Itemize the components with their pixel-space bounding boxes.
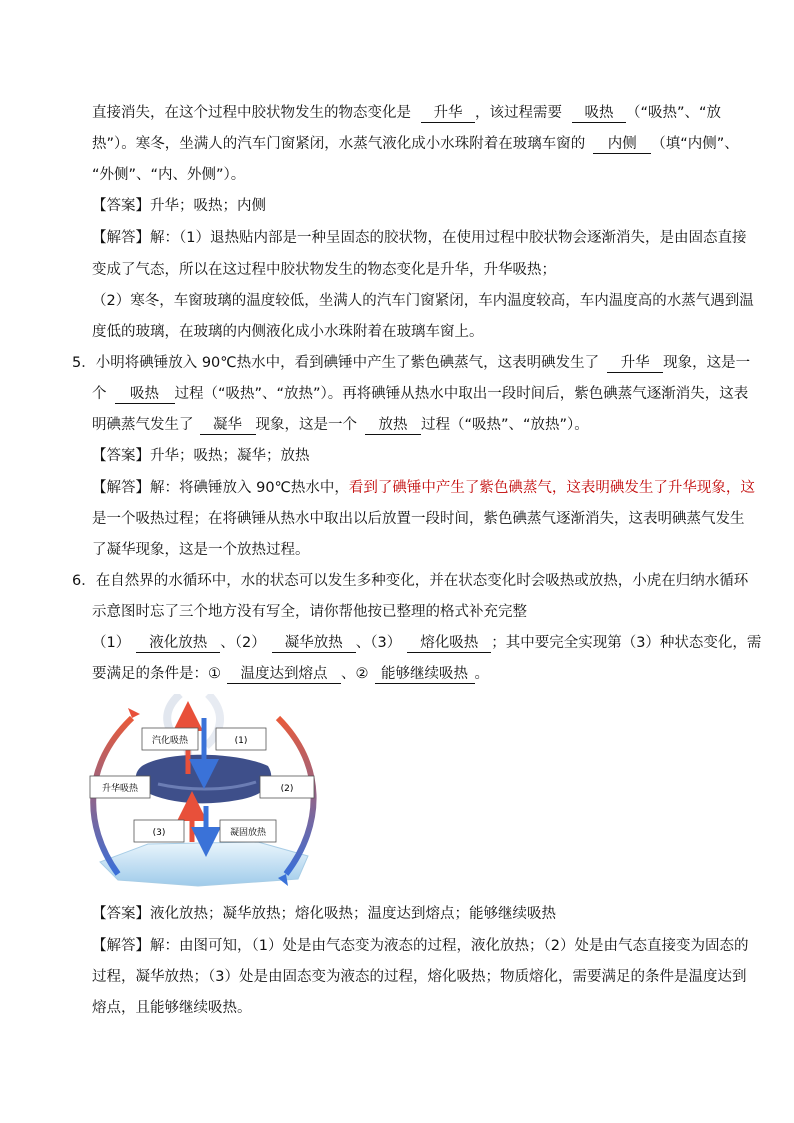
- box-right-text: (2): [280, 784, 294, 794]
- q5-line2: 个 吸热 过程（“吸热”、“放热”）。再将碘锤从热水中取出一段时间后，紫色碘蒸气逐渐消失，这表: [92, 386, 749, 402]
- box-top-right-text: (1): [234, 736, 248, 746]
- answer-label: 【答案】: [92, 198, 150, 214]
- q4-answer: 【答案】升华；吸热；内侧: [92, 198, 266, 214]
- q6-line4: 要满足的条件是：① 温度达到熔点 、② 能够继续吸热 。: [92, 666, 489, 682]
- box-bottom-right: [220, 820, 276, 842]
- q5-analysis-3: 了凝华现象，这是一个放热过程。: [92, 542, 310, 558]
- ice-block: [100, 842, 308, 886]
- q6-line3: （1） 液化放热 、（2） 凝华放热 、（3） 熔化吸热 ；其中要完全实现第（3）种状态变化，需: [92, 635, 762, 651]
- q4-line2: 热”）。寒冬，坐满人的汽车门窗紧闭，水蒸气液化成小水珠附着在玻璃车窗的 内侧 （填“内侧”、: [92, 136, 739, 152]
- q5-line1: 5．小明将碘锤放入 90℃热水中，看到碘锤中产生了紫色碘蒸气，这表明碘发生了 升华 现象，这是一: [72, 355, 751, 371]
- box-right: [260, 776, 314, 798]
- water-cycle-diagram: [88, 694, 320, 890]
- box-bottom-left: [134, 820, 184, 842]
- q6-blank-5: 能够继续吸热: [375, 666, 475, 684]
- box-bottom-left-text: (3): [152, 828, 166, 838]
- q4-blank-2: 吸热: [572, 105, 626, 123]
- q5-line3: 明碘蒸气发生了 凝华 现象，这是一个 放热 过程（“吸热”、“放热”）。: [92, 417, 589, 433]
- answer-label: 【答案】: [92, 448, 150, 464]
- q5-blank-4: 放热: [365, 417, 421, 435]
- q6-blank-4: 温度达到熔点: [227, 666, 341, 684]
- q4-blank-3: 内侧: [593, 136, 651, 154]
- q6-line1: 6．在自然界的水循环中，水的状态可以发生多种变化，并在状态变化时会吸热或放热，小虎在归纳水循环: [72, 573, 749, 589]
- q6-analysis-2: 过程，凝华放热；（3）处是由固态变为液态的过程，熔化吸热；物质熔化，需要满足的条件是温度达到: [92, 969, 747, 985]
- box-bottom-right-text: 凝固放热: [229, 828, 267, 838]
- q6-answer: 【答案】液化放热；凝华放热；熔化吸热；温度达到熔点；能够继续吸热: [92, 906, 556, 922]
- q5-blank-2: 吸热: [115, 386, 175, 404]
- box-left-text: 升华吸热: [101, 784, 139, 794]
- q6-blank-2: 凝华放热: [272, 635, 356, 653]
- q4-analysis-2: 变成了气态，所以在这过程中胶状物发生的物态变化是升华，升华吸热；: [92, 262, 556, 278]
- q6-blank-1: 液化放热: [136, 635, 220, 653]
- box-left: [90, 776, 150, 798]
- q6-analysis-3: 熔点，且能够继续吸热。: [92, 1000, 252, 1016]
- box-top-right: [216, 728, 266, 750]
- q4-analysis-3: （2）寒冬，车窗玻璃的温度较低，坐满人的汽车门窗紧闭，车内温度较高，车内温度高的水蒸气遇到温: [92, 293, 754, 309]
- q5-analysis-2: 是一个吸热过程；在将碘锤从热水中取出以后放置一段时间，紫色碘蒸气逐渐消失，这表明碘蒸气发生: [92, 511, 745, 527]
- analysis-label: 【解答】: [92, 938, 150, 954]
- box-top-left-text: 汽化吸热: [151, 736, 189, 746]
- q4-line1: 直接消失，在这个过程中胶状物发生的物态变化是 升华 ，该过程需要 吸热 （“吸热”、“放: [92, 105, 722, 121]
- q4-analysis-1: 【解答】解：（1）退热贴内部是一种呈固态的胶状物，在使用过程中胶状物会逐渐消失，是由固态直接: [92, 230, 747, 246]
- analysis-label: 【解答】: [92, 230, 150, 246]
- q4-line3: “外侧”、“内、外侧”）。: [92, 167, 246, 183]
- q5-analysis-1: 【解答】解：将碘锤放入 90℃热水中，看到了碘锤中产生了紫色碘蒸气，这表明碘发生了升华现象，这: [92, 480, 755, 496]
- box-top-left: [142, 728, 198, 750]
- q6-blank-3: 熔化吸热: [407, 635, 491, 653]
- q4-blank-1: 升华: [421, 105, 475, 123]
- analysis-label: 【解答】: [92, 480, 150, 496]
- q6-analysis-1: 【解答】解：由图可知，（1）处是由气态变为液态的过程，液化放热；（2）处是由气态直接变为固态的: [92, 938, 749, 954]
- q5-blank-3: 凝华: [200, 417, 256, 435]
- answer-label: 【答案】: [92, 906, 150, 922]
- q4-analysis-4: 度低的玻璃，在玻璃的内侧液化成小水珠附着在玻璃车窗上。: [92, 324, 484, 340]
- q5-blank-1: 升华: [607, 355, 663, 373]
- q5-answer: 【答案】升华；吸热；凝华；放热: [92, 448, 310, 464]
- q6-line2: 示意图时忘了三个地方没有写全，请你帮他按已整理的格式补充完整: [92, 604, 527, 620]
